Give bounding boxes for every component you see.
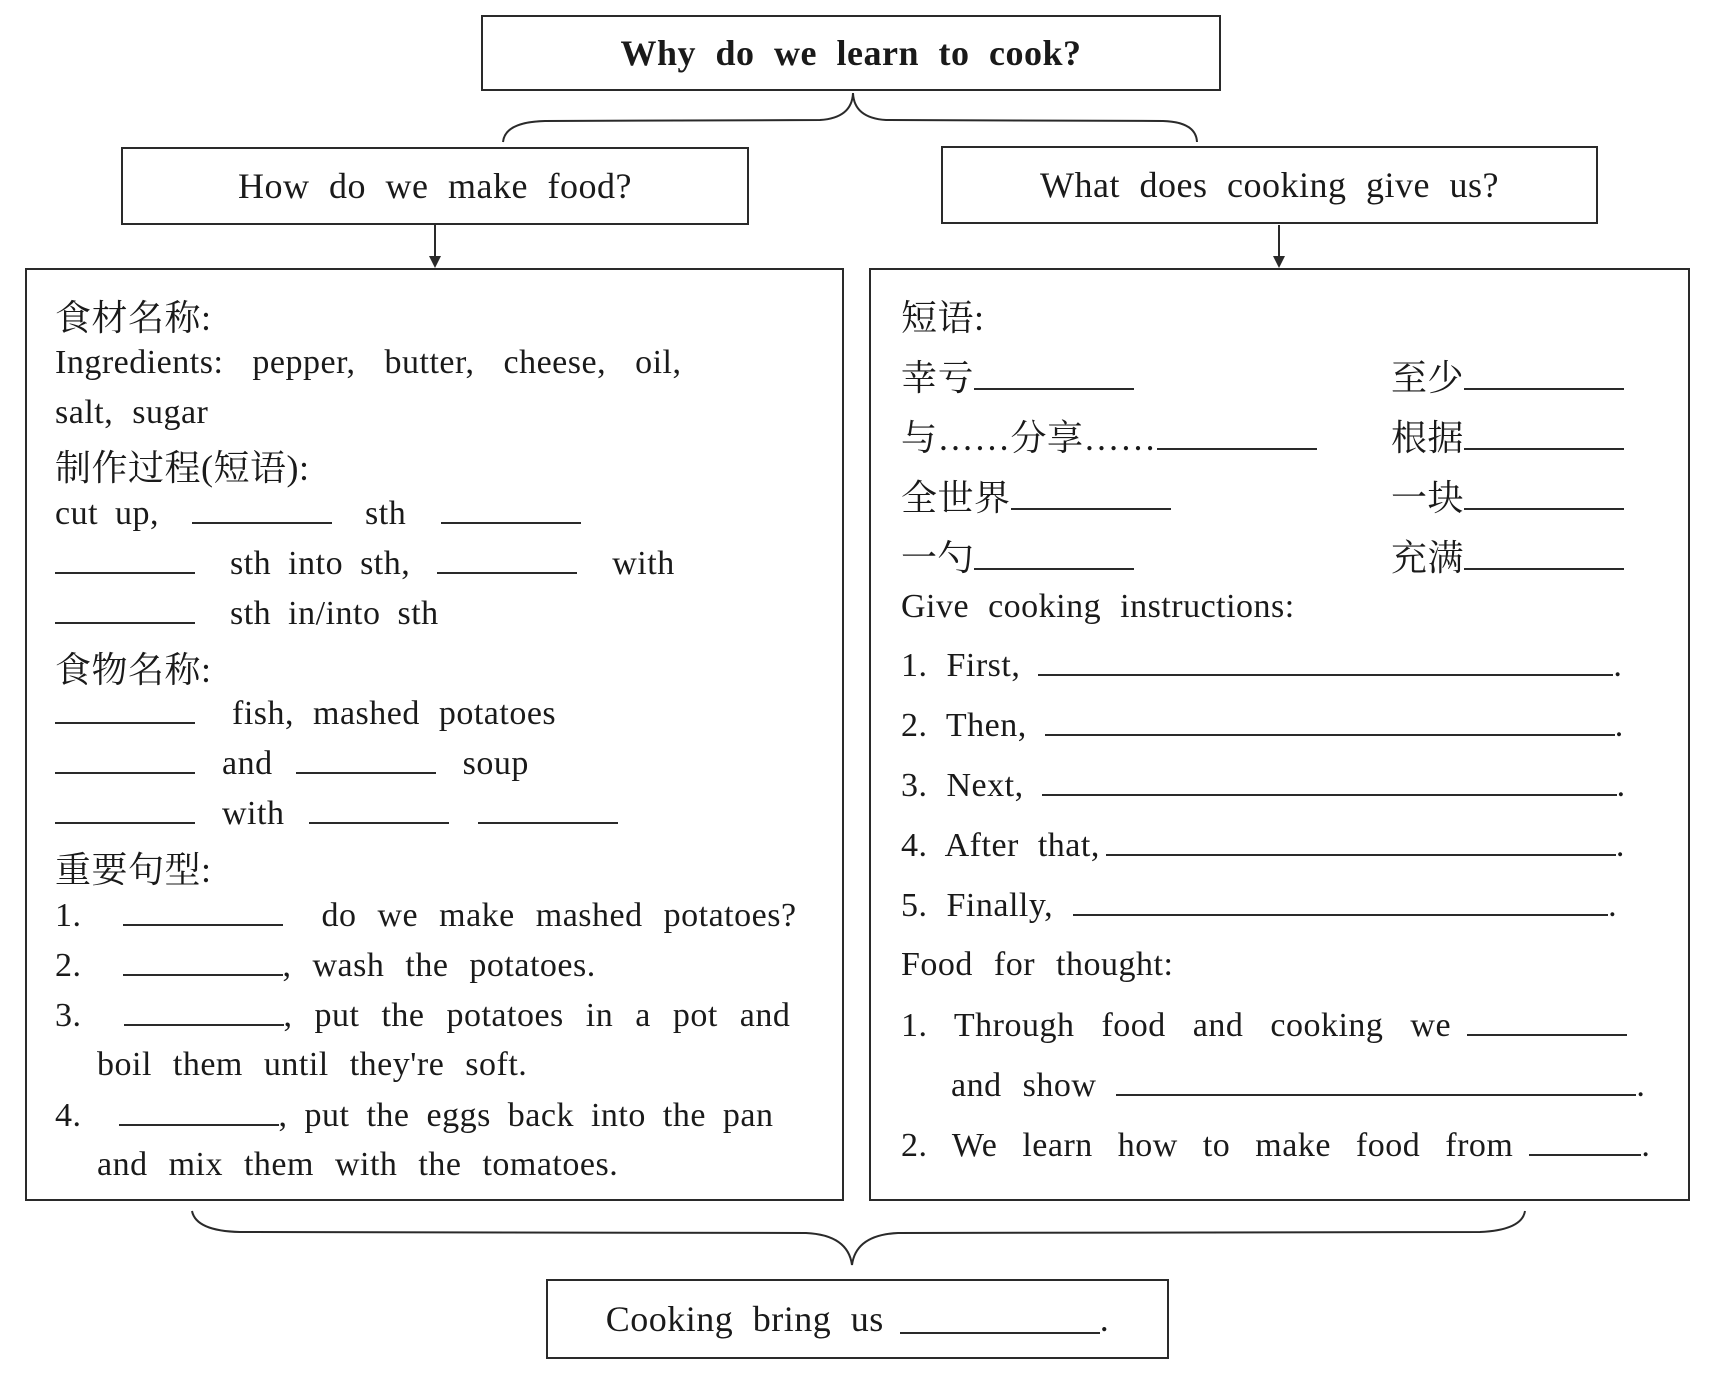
- blank[interactable]: [1464, 360, 1624, 390]
- page-title: Why do we learn to cook?: [620, 33, 1082, 73]
- instructions-heading: Give cooking instructions:: [901, 588, 1295, 625]
- pattern-line-3a: [55, 996, 790, 1035]
- conclusion-text: Cooking bring us: [605, 1299, 884, 1339]
- instr-1-label: 1. First,: [901, 647, 1021, 684]
- blank[interactable]: [123, 946, 283, 976]
- blank[interactable]: [123, 896, 283, 926]
- blank[interactable]: [1116, 1066, 1636, 1096]
- instr-4-label: 4. After that,: [901, 827, 1100, 864]
- food-2b: soup: [462, 745, 529, 782]
- period: .: [1615, 827, 1625, 864]
- instr-5-label: 5. Finally,: [901, 887, 1054, 924]
- phrase-item: [1391, 530, 1624, 581]
- food-2a: and: [222, 745, 273, 782]
- process-line-1: [55, 494, 581, 533]
- process-2a: sth into sth,: [230, 545, 411, 582]
- food-line-3: [55, 794, 618, 833]
- pattern-line-2: [55, 946, 596, 985]
- period: .: [1616, 767, 1626, 804]
- blank[interactable]: [1464, 420, 1624, 450]
- title-box: [481, 15, 1221, 91]
- thought-1a: [901, 1006, 1627, 1045]
- right-panel: [869, 268, 1690, 1201]
- period: .: [1614, 707, 1624, 744]
- phrase-item: [901, 350, 1134, 401]
- blank[interactable]: [1157, 420, 1317, 450]
- phrase-6: 一块: [1391, 478, 1465, 518]
- blank[interactable]: [1464, 540, 1624, 570]
- instr-2-label: 2. Then,: [901, 707, 1027, 744]
- period: .: [1099, 1299, 1110, 1339]
- phrase-4: 根据: [1391, 418, 1465, 458]
- pattern-1: do we make mashed potatoes?: [321, 897, 797, 934]
- blank[interactable]: [1467, 1006, 1627, 1036]
- blank[interactable]: [1464, 480, 1624, 510]
- food-1: fish, mashed potatoes: [232, 695, 557, 732]
- period: .: [1608, 887, 1618, 924]
- question-right-box: [941, 146, 1598, 224]
- blank[interactable]: [974, 360, 1134, 390]
- instruction-1: [901, 646, 1622, 685]
- pattern-3b: boil them until they're soft.: [97, 1046, 528, 1083]
- instruction-5: [901, 886, 1617, 925]
- pattern-4-num: 4.: [55, 1097, 82, 1134]
- pattern-1-num: 1.: [55, 897, 82, 934]
- instruction-2: [901, 706, 1624, 745]
- question-left: How do we make food?: [238, 166, 632, 206]
- process-3: sth in/into sth: [230, 595, 439, 632]
- instruction-3: [901, 766, 1626, 805]
- blank[interactable]: [1042, 766, 1617, 796]
- thought-2: [901, 1126, 1650, 1165]
- blank[interactable]: [1106, 826, 1616, 856]
- blank[interactable]: [55, 744, 195, 774]
- food-3: with: [222, 795, 285, 832]
- blank[interactable]: [1038, 646, 1613, 676]
- phrase-item: [901, 470, 1171, 521]
- pattern-4b: and mix them with the tomatoes.: [97, 1146, 619, 1183]
- phrase-5: 全世界: [901, 478, 1011, 518]
- phrase-item: [1391, 470, 1624, 521]
- pattern-4a: , put the eggs back into the pan: [278, 1097, 774, 1134]
- blank[interactable]: [900, 1304, 1100, 1334]
- phrase-item: [1391, 410, 1624, 461]
- blank[interactable]: [437, 544, 577, 574]
- thought-heading: Food for thought:: [901, 946, 1174, 983]
- blank[interactable]: [974, 540, 1134, 570]
- pattern-line-4a: [55, 1096, 774, 1135]
- process-1b: sth: [365, 495, 407, 532]
- food-line-2: [55, 744, 529, 783]
- pattern-2-num: 2.: [55, 947, 82, 984]
- conclusion-box: [546, 1279, 1169, 1359]
- blank[interactable]: [1529, 1126, 1641, 1156]
- blank[interactable]: [55, 694, 195, 724]
- question-left-box: [121, 147, 749, 225]
- phrases-heading: 短语:: [901, 298, 985, 338]
- food-line-1: [55, 694, 556, 733]
- blank[interactable]: [55, 544, 195, 574]
- process-line-2: [55, 544, 675, 583]
- pattern-3a: , put the potatoes in a pot and: [283, 997, 791, 1034]
- ingredients-line-2: salt, sugar: [55, 394, 209, 431]
- process-2b: with: [612, 545, 675, 582]
- blank[interactable]: [55, 594, 195, 624]
- food-heading: 食物名称:: [55, 650, 212, 690]
- blank[interactable]: [124, 996, 284, 1026]
- blank[interactable]: [309, 794, 449, 824]
- pattern-line-1: [55, 896, 797, 935]
- ingredients-line-1: Ingredients: pepper, butter, cheese, oil,: [55, 344, 682, 381]
- blank[interactable]: [192, 494, 332, 524]
- blank[interactable]: [441, 494, 581, 524]
- pattern-2: , wash the potatoes.: [282, 947, 596, 984]
- blank[interactable]: [119, 1096, 279, 1126]
- blank[interactable]: [1073, 886, 1608, 916]
- phrase-7: 一勺: [901, 538, 975, 578]
- thought-1b: [951, 1066, 1645, 1105]
- phrase-1: 幸亏: [901, 358, 975, 398]
- phrase-item: [901, 530, 1134, 581]
- blank[interactable]: [1011, 480, 1171, 510]
- period: .: [1613, 647, 1623, 684]
- period: .: [1641, 1127, 1651, 1164]
- thought-1b-text: and show: [951, 1067, 1097, 1104]
- thought-1a-text: 1. Through food and cooking we: [901, 1007, 1452, 1044]
- blank[interactable]: [1045, 706, 1615, 736]
- phrase-item: [1391, 350, 1624, 401]
- pattern-3-num: 3.: [55, 997, 82, 1034]
- patterns-heading: 重要句型:: [55, 850, 212, 890]
- phrase-item: [901, 410, 1317, 461]
- ingredients-heading: 食材名称:: [55, 298, 212, 338]
- blank[interactable]: [478, 794, 618, 824]
- blank[interactable]: [55, 794, 195, 824]
- question-right: What does cooking give us?: [1040, 165, 1499, 205]
- period: .: [1636, 1067, 1646, 1104]
- process-1a: cut up,: [55, 495, 160, 532]
- phrase-8: 充满: [1391, 538, 1465, 578]
- left-panel: [25, 268, 844, 1201]
- phrase-2: 至少: [1391, 358, 1465, 398]
- instruction-4: [901, 826, 1625, 865]
- phrase-3: 与……分享……: [901, 418, 1157, 458]
- instr-3-label: 3. Next,: [901, 767, 1024, 804]
- blank[interactable]: [296, 744, 436, 774]
- process-line-3: [55, 594, 439, 633]
- thought-2-text: 2. We learn how to make food from: [901, 1127, 1514, 1164]
- process-heading: 制作过程(短语):: [55, 448, 310, 488]
